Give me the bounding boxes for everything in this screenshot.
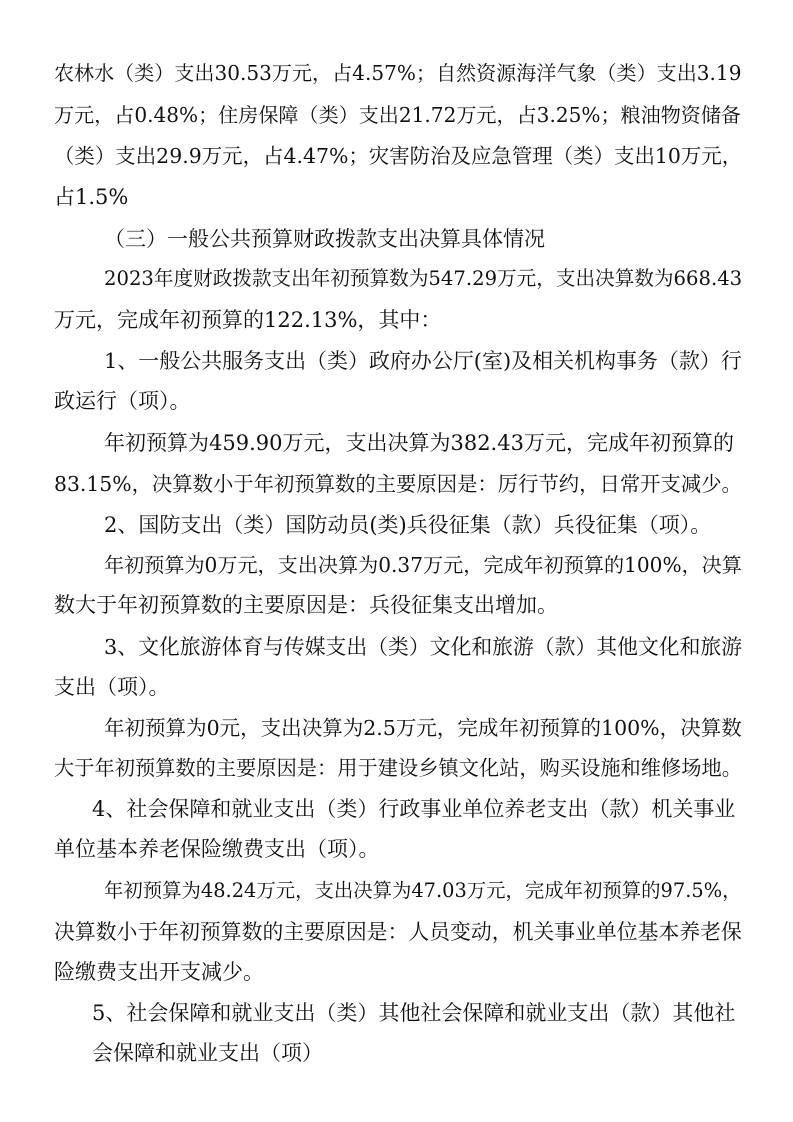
text-line: （类）支出29.9万元，占4.47%；灾害防治及应急管理（类）支出10万元，: [54, 144, 743, 168]
item-body: 决算数小于年初预算数的主要原因是：人员变动，机关事业单位基本养老保: [54, 920, 742, 944]
section-heading: （三）一般公共预算财政拨款支出决算具体情况: [104, 227, 545, 251]
item-title: 3、文化旅游体育与传媒支出（类）文化和旅游（款）其他文化和旅游: [104, 635, 743, 659]
text-line: 农林水（类）支出30.53万元，占4.57%；自然资源海洋气象（类）支出3.19: [54, 61, 742, 85]
item-title: 1、一般公共服务支出（类）政府办公厅(室)及相关机构事务（款）行: [104, 349, 742, 373]
item-title: 支出（项）。: [54, 675, 170, 699]
item-body: 年初预算为459.90万元，支出决算为382.43万元，完成年初预算的: [104, 431, 734, 455]
item-body: 年初预算为0万元，支出决算为0.37万元，完成年初预算的100%，决算: [104, 553, 742, 577]
text-line: 万元，占0.48%；住房保障（类）支出21.72万元，占3.25%；粮油物资储备: [54, 103, 742, 127]
item-title: 5、社会保障和就业支出（类）其他社会保障和就业支出（款）其他社: [92, 1001, 736, 1025]
item-body: 年初预算为48.24万元，支出决算为47.03万元，完成年初预算的97.5%，: [104, 879, 742, 902]
item-title: 2、国防支出（类）国防动员(类)兵役征集（款）兵役征集（项）。: [104, 513, 712, 537]
item-body: 年初预算为0元，支出决算为2.5万元，完成年初预算的100%，决算数: [104, 716, 742, 740]
text-line: 2023年度财政拨款支出年初预算数为547.29万元，支出决算数为668.43: [104, 267, 743, 290]
item-title: 4、社会保障和就业支出（类）行政事业单位养老支出（款）机关事业: [92, 797, 736, 821]
item-body: 数大于年初预算数的主要原因是：兵役征集支出增加。: [54, 593, 558, 617]
item-title: 政运行（项）。: [54, 389, 191, 413]
item-title: 会保障和就业支出（项）: [92, 1041, 323, 1065]
text-line: 万元，完成年初预算的122.13%，其中：: [54, 308, 442, 332]
item-title: 单位基本养老保险缴费支出（项）。: [54, 837, 380, 861]
item-body: 大于年初预算数的主要原因是：用于建设乡镇文化站，购买设施和维修场地。: [54, 756, 742, 780]
item-body: 险缴费支出开支减少。: [54, 960, 264, 984]
item-body: 83.15%，决算数小于年初预算数的主要原因是：厉行节约，日常开支减少。: [54, 472, 742, 496]
text-line: 占1.5%: [54, 185, 129, 209]
